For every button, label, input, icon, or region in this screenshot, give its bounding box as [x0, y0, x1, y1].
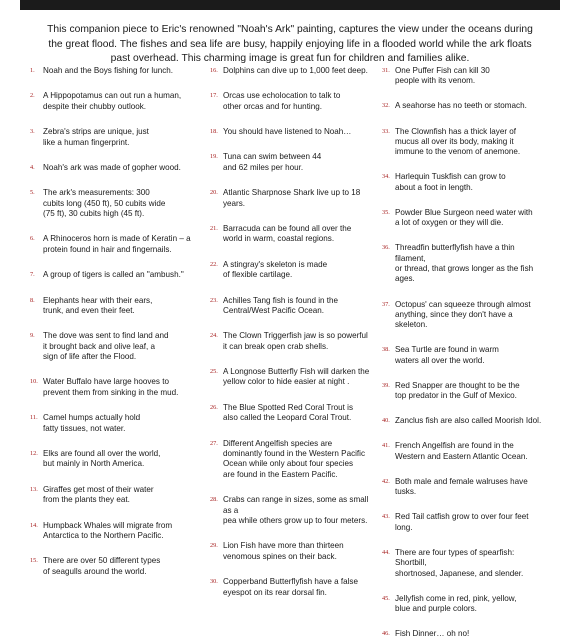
fact-text: Giraffes get most of their water from the plants they eat. [43, 484, 154, 505]
fact-item [210, 188, 375, 209]
fact-text: Crabs can range in sizes, some as small as a pea while others grow up to four meters. [223, 495, 369, 525]
fact-item [210, 403, 375, 424]
fact-item [382, 441, 547, 462]
fact-number: 1. [30, 67, 35, 74]
fact-number: 9. [30, 332, 35, 340]
fact-number: 32. [382, 102, 390, 110]
fact-number: 27. [210, 439, 218, 447]
header-banner [20, 0, 560, 10]
fact-number: 14. [30, 521, 38, 529]
fact-number: 39. [382, 381, 390, 389]
fact-number: 7. [30, 271, 35, 279]
fact-text: Zanclus fish are also called Moorish Idol. [395, 416, 542, 426]
fact-item [210, 331, 375, 352]
fact-number: 33. [382, 127, 390, 135]
fact-item [30, 163, 195, 173]
fact-text: Red Tail catfish grow to over four feet long. [395, 512, 529, 532]
fact-number: 2. [30, 92, 35, 100]
fact-number: 8. [30, 296, 35, 304]
fact-text: Harlequin Tuskfish can grow to about a foot in length. [395, 172, 506, 192]
fact-item [30, 296, 195, 317]
fact-item [382, 300, 547, 331]
fact-number: 42. [382, 477, 390, 485]
fact-item [382, 243, 547, 285]
fact-number: 13. [30, 485, 38, 493]
fact-number: 22. [210, 260, 218, 268]
fact-item [382, 172, 547, 193]
fact-item [30, 485, 195, 506]
fact-number: 43. [382, 513, 390, 521]
fact-number: 24. [210, 332, 218, 340]
fact-item [210, 152, 375, 173]
fact-text: Fish Dinner… oh no! [395, 629, 470, 639]
fact-number: 37. [382, 300, 390, 308]
fact-number: 4. [30, 163, 35, 171]
fact-item [382, 512, 547, 533]
fact-item [210, 127, 375, 137]
fact-text: French Angelfish are found in the Western and Eastern Atlantic Ocean. [395, 441, 528, 461]
fact-item [30, 234, 195, 255]
fact-number: 16. [210, 67, 218, 74]
fact-item [210, 66, 375, 76]
fact-item [382, 66, 547, 87]
intro-paragraph: This companion piece to Eric's renowned "Noah's Ark" painting, captures the view under the oceans during the great flood. The fishes and sea life are busy, happily enjoying life in a flooded world while the ark floats past overhead. This charming image is great fun for children and families alike. [47, 24, 533, 65]
fact-text: Jellyfish come in red, pink, yellow, blue and purple colors. [395, 593, 517, 613]
fact-number: 12. [30, 450, 38, 458]
fact-item [30, 127, 195, 148]
fact-number: 5. [30, 189, 35, 197]
fact-text: A group of tigers is called an "ambush." [43, 270, 184, 280]
fact-item [30, 270, 195, 280]
fact-number: 11. [30, 414, 38, 422]
fact-number: 41. [382, 442, 390, 450]
fact-number: 18. [210, 128, 218, 136]
fact-text: The Clownfish has a thick layer of mucus all over its body, making it immune to the venom of anemone. [395, 126, 521, 157]
fact-text: Powder Blue Surgeon need water with a lot of oxygen or they will die. [395, 207, 533, 228]
fact-text: A seahorse has no teeth or stomach. [395, 101, 527, 111]
fact-item [30, 377, 195, 398]
fact-item [210, 224, 375, 245]
fact-item [30, 331, 195, 362]
fact-text: Humpback Whales will migrate from Antarctica to the Northern Pacific. [43, 520, 173, 540]
fact-number: 30. [210, 578, 218, 586]
fact-text: The dove was sent to find land and it brought back and olive leaf, a sign of life after the Flood. [43, 331, 169, 362]
fact-text: Sea Turtle are found in warm waters all over the world. [395, 345, 499, 365]
fact-text: Lion Fish have more than thirteen venomous spines on their back. [223, 541, 344, 561]
facts-column-3 [382, 66, 547, 639]
fact-number: 26. [210, 403, 218, 411]
fact-text: Orcas use echolocation to talk to other orcas and for hunting. [223, 91, 341, 111]
fact-item [210, 91, 375, 112]
fact-text: Barracuda can be found all over the world in warm, coastal regions. [223, 224, 352, 244]
fact-item [382, 416, 547, 426]
fact-number: 38. [382, 346, 390, 354]
fact-text: A Rhinoceros horn is made of Keratin – a protein found in hair and fingernails. [43, 234, 191, 254]
fact-text: Zebra's strips are unique, just like a human fingerprint. [43, 127, 149, 147]
fact-number: 34. [382, 173, 390, 181]
fact-item [30, 413, 195, 434]
facts-column-1 [30, 66, 195, 577]
fact-number: 28. [210, 496, 218, 504]
fact-text: Different Angelfish species are dominantly found in the Western Pacific Ocean while only about four species are found in the Eastern Pacific. [223, 438, 366, 479]
fact-number: 6. [30, 235, 35, 243]
fact-text: Water Buffalo have large hooves to prevent them from sinking in the mud. [43, 377, 179, 397]
fact-item [210, 577, 375, 598]
fact-item [382, 345, 547, 366]
fact-text: Noah and the Boys fishing for lunch. [43, 66, 174, 75]
fact-number: 35. [382, 208, 390, 216]
fact-item [210, 541, 375, 562]
fact-text: Elks are found all over the world, but mainly in North America. [43, 449, 161, 469]
fact-text: Tuna can swim between 44 and 62 miles per hour. [223, 152, 322, 172]
fact-text: Achilles Tang fish is found in the Central/West Pacific Ocean. [223, 295, 339, 315]
fact-item [30, 556, 195, 577]
fact-item [30, 188, 195, 219]
fact-text: Octopus' can squeeze through almost anything, since they don't have a skeleton. [395, 299, 531, 330]
fact-text: Red Snapper are thought to be the top predator in the Gulf of Mexico. [395, 380, 520, 401]
fact-text: Copperband Butterflyfish have a false eyespot on its rear dorsal fin. [223, 577, 358, 597]
fact-number: 44. [382, 548, 390, 556]
fact-number: 19. [210, 153, 218, 161]
fact-number: 45. [382, 594, 390, 602]
fact-number: 3. [30, 128, 35, 136]
fact-number: 40. [382, 417, 390, 425]
fact-item [210, 296, 375, 317]
fact-text: A Hippopotamus can out run a human, despite their chubby outlook. [43, 91, 182, 111]
fact-item [210, 260, 375, 281]
fact-number: 36. [382, 244, 390, 252]
fact-item [210, 439, 375, 481]
fact-text: Atlantic Sharpnose Shark live up to 18 years. [223, 188, 361, 208]
fact-text: Threadfin butterflyfish have a thin filament, or thread, that grows longer as the fish ages. [395, 243, 534, 284]
fact-item [30, 449, 195, 470]
fact-text: Noah's ark was made of gopher wood. [43, 162, 181, 172]
fact-item [382, 208, 547, 229]
fact-item [382, 101, 547, 111]
fact-text: A stingray's skeleton is made of flexible cartilage. [223, 259, 328, 280]
fact-number: 20. [210, 189, 218, 197]
fact-text: Dolphins can dive up to 1,000 feet deep. [223, 66, 368, 75]
fact-item [382, 127, 547, 158]
fact-item [382, 629, 547, 639]
fact-item [382, 548, 547, 579]
fact-text: The ark's measurements: 300 cubits long (450 ft), 50 cubits wide (75 ft), 30 cubits high (45 ft). [43, 188, 166, 219]
fact-text: You should have listened to Noah… [223, 127, 352, 137]
fact-item [382, 594, 547, 615]
fact-text: Camel humps actually hold fatty tissues, not water. [43, 413, 141, 433]
fact-number: 17. [210, 92, 218, 100]
fact-text: One Puffer Fish can kill 30 people with its venom. [395, 66, 490, 86]
fact-text: The Blue Spotted Red Coral Trout is also called the Leopard Coral Trout. [223, 402, 354, 423]
fact-text: There are four types of spearfish: Shortbill, shortnosed, Japanese, and slender. [395, 547, 524, 578]
fact-text: Both male and female walruses have tusks. [395, 476, 528, 497]
fact-item [210, 367, 375, 388]
fact-text: A Longnose Butterfly Fish will darken the yellow color to hide easier at night . [223, 367, 370, 387]
fact-text: Elephants hear with their ears, trunk, and even their feet. [43, 295, 153, 315]
fact-item [30, 66, 195, 76]
fact-item [30, 521, 195, 542]
fact-text: The Clown Triggerfish jaw is so powerful it can break open crab shells. [223, 331, 368, 351]
fact-item [382, 381, 547, 402]
fact-item [210, 495, 375, 526]
fact-number: 46. [382, 630, 390, 638]
fact-number: 31. [382, 67, 390, 74]
facts-column-2 [210, 66, 375, 598]
fact-item [30, 91, 195, 112]
fact-number: 15. [30, 557, 38, 565]
fact-number: 25. [210, 368, 218, 376]
fact-number: 10. [30, 378, 38, 386]
fact-number: 21. [210, 225, 218, 233]
fact-number: 23. [210, 296, 218, 304]
fact-text: There are over 50 different types of seagulls around the world. [43, 556, 161, 576]
fact-item [382, 477, 547, 498]
fact-number: 29. [210, 542, 218, 550]
